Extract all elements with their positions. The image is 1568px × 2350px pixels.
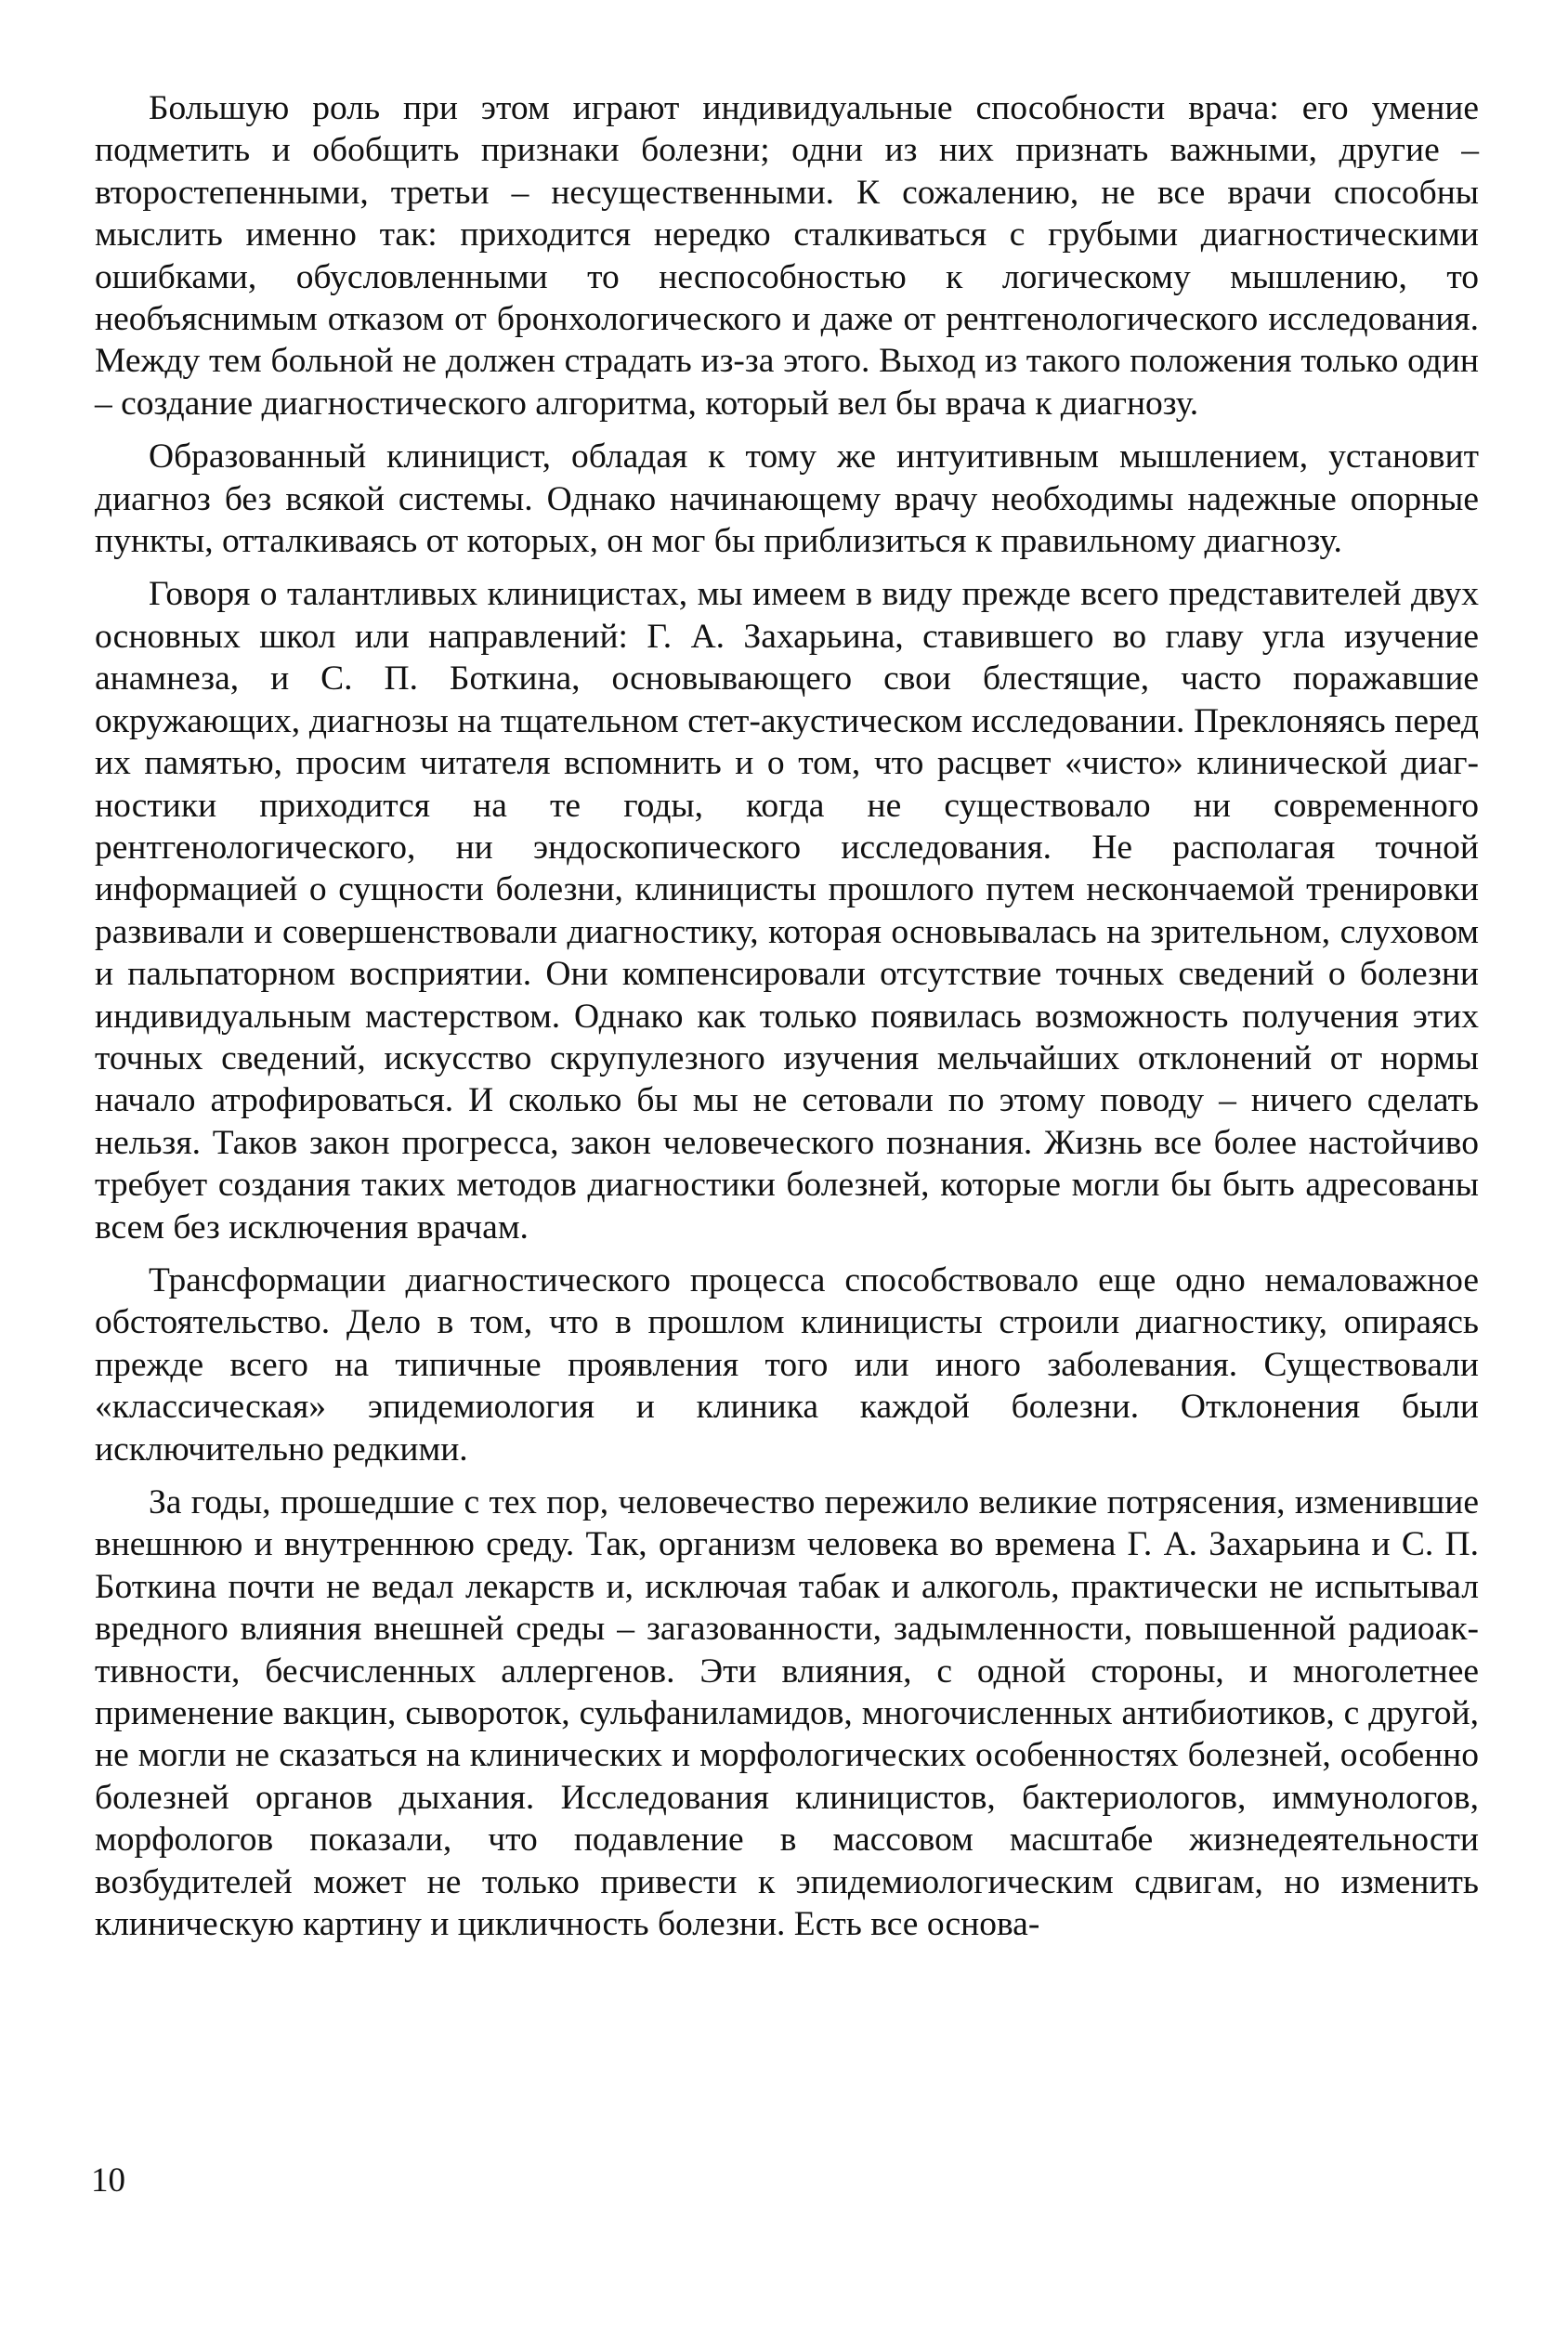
page-number: 10 [91, 2161, 125, 2200]
paragraph-2: Образованный клиницист, обладая к тому же интуитивным мышлением, установит диагноз без всякой системы. Однако начинающему врачу необходимы надежные опорные пункты, отталкиваясь от которых, он мог бы приблизиться к правильному диагнозу. [95, 437, 1479, 561]
paragraph-3: Говоря о талантливых клиницистах, мы имеем в виду прежде всего представителей двух основных школ или направлений: Г. А. Захарьина, ставившего во главу угла изучение анамнеза, и С. П. Боткина, основывающего свои блестящие, часто поражавшие окружающих, диагнозы на тщательном стет-акустическом исследовании. Преклоняясь перед их памятью, просим читателя вспомнить и о том, что расцвет «чисто» клинической диагностики приходится на те годы, когда не существовало ни современного рентгенологического, ни эндоскопического исследования. Не располагая точной информацией о сущности болезни, клиницисты прошлого путем нескончаемой тренировки развивали и совершенствовали диагностику, которая основывалась на зрительном, слуховом и пальпаторном восприятии. Они компенсировали отсутствие точных сведений о болезни индивидуальным мастерством. Однако как только появилась возможность получения этих точных сведений, искусство скрупулезного изучения мельчайших отклонений от нормы начало атрофироваться. И сколько бы мы не сетовали по этому поводу – ничего сделать нельзя. Таков закон прогресса, закон человеческого познания. Жизнь все более настойчиво требует создания таких методов диагностики болезней, которые могли бы быть адресованы всем без исключения врачам. [95, 575, 1479, 1247]
paragraph-5: За годы, прошедшие с тех пор, человечество пережило великие потрясения, изменившие внешнюю и внутреннюю среду. Так, организм человека во времена Г. А. Захарьина и С. П. Боткина почти не ведал лекарств и, исключая табак и алкоголь, практически не испытывал вредного влияния внешней среды – загазованности, задымленности, повышенной радиоактивности, бесчисленных аллергенов. Эти влияния, с одной стороны, и многолетнее применение вакцин, сывороток, сульфаниламидов, многочисленных антибиотиков, с другой, не могли не сказаться на клинических и морфологических особенностях болезней, особенно болезней органов дыхания. Исследования клиницистов, бактериологов, иммунологов, морфологов показали, что подавление в массовом масштабе жизнедеятельности возбудителей может не только привести к эпидемиологическим сдвигам, но изменить клиническую картину и цикличность болезни. Есть все основа- [95, 1483, 1479, 1944]
page-body [95, 87, 1479, 1945]
paragraph-4: Трансформации диагностического процесса способствовало еще одно немаловажное обстоятельство. Дело в том, что в прошлом клиницисты строили диагностику, опираясь прежде всего на типичные проявления того или иного заболевания. Существовали «классическая» эпидемиология и клиника каждой болезни. Отклонения были исключительно редкими. [95, 1260, 1479, 1469]
paragraph-1: Большую роль при этом играют индивидуальные способности врача: его умение подметить и обобщить признаки болезни; одни из них признать важными, другие – второстепенными, третьи – несущественными. К сожалению, не все врачи способны мыслить именно так: приходится нередко сталкиваться с грубыми диагностическими ошибками, обусловленными то неспособностью к логическому мышлению, то необъяснимым отказом от бронхологического и даже от рентгенологического исследования. Между тем больной не должен страдать из-за этого. Выход из такого положения только один – создание диагностического алгоритма, который вел бы врача к диагнозу. [95, 89, 1479, 423]
